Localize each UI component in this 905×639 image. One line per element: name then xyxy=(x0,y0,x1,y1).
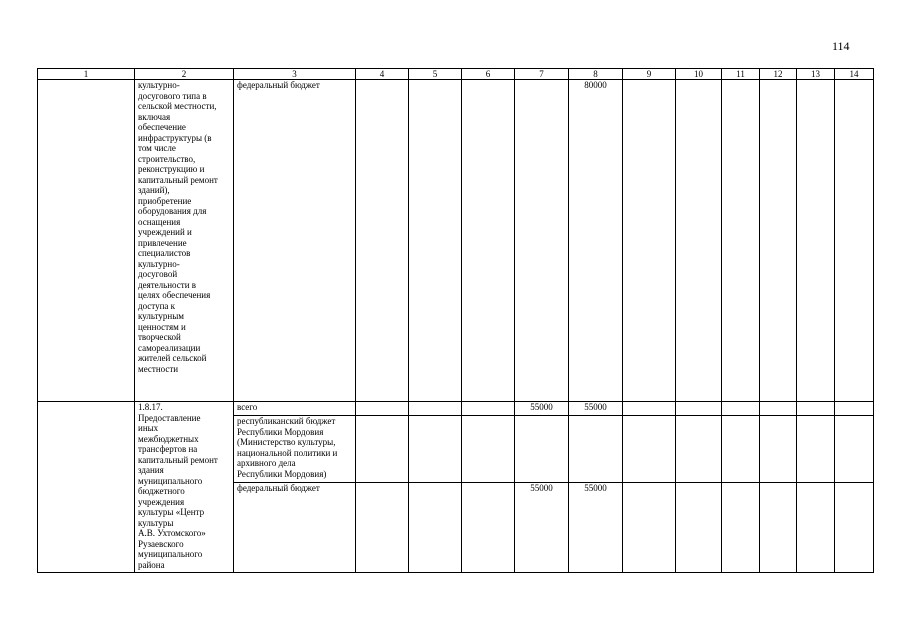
table-cell xyxy=(356,416,409,483)
table-cell xyxy=(760,483,797,573)
header-col-11: 11 xyxy=(722,69,760,80)
header-col-9: 9 xyxy=(623,69,676,80)
amount-cell: 55000 xyxy=(515,402,569,416)
table-cell xyxy=(676,483,722,573)
table-cell xyxy=(676,402,722,416)
header-col-12: 12 xyxy=(760,69,797,80)
funding-source-cell: республиканский бюджет Республики Мордовия (Министерство культуры, национальной политики и архивного дела Республики Мордовия) xyxy=(234,416,356,483)
table-cell xyxy=(409,402,462,416)
table-cell xyxy=(409,416,462,483)
funding-source-cell: федеральный бюджет xyxy=(234,483,356,573)
table-cell xyxy=(722,402,760,416)
table-cell xyxy=(462,416,515,483)
table-row xyxy=(38,80,874,402)
table-cell xyxy=(835,80,874,402)
table-row xyxy=(38,402,874,416)
table-cell xyxy=(515,80,569,402)
header-col-3: 3 xyxy=(234,69,356,80)
table-cell xyxy=(623,483,676,573)
header-col-1: 1 xyxy=(38,69,135,80)
amount-cell xyxy=(569,416,623,483)
header-col-5: 5 xyxy=(409,69,462,80)
measure-description-cell: 1.8.17. Предоставление иных межбюджетных трансфертов на капитальный ремонт здания муниципального бюджетного учреждения культуры «Центр культуры А.В. Ухтомского» Рузаевского муниципального района xyxy=(135,402,234,573)
header-row xyxy=(38,69,874,80)
page-number: 114 xyxy=(832,39,850,53)
amount-cell: 55000 xyxy=(569,402,623,416)
header-col-7: 7 xyxy=(515,69,569,80)
header-col-13: 13 xyxy=(797,69,835,80)
table-cell xyxy=(623,416,676,483)
table-cell xyxy=(38,80,135,402)
table-cell xyxy=(835,483,874,573)
table-cell xyxy=(835,402,874,416)
table-cell xyxy=(797,80,835,402)
table-cell xyxy=(722,80,760,402)
table-cell xyxy=(409,483,462,573)
budget-table xyxy=(37,68,874,573)
amount-cell: 80000 xyxy=(569,80,623,402)
measure-description-cell: культурно- досугового типа в сельской местности, включая обеспечение инфраструктуры (в том числе строительство, реконструкцию и капитальный ремонт зданий), приобретение оборудования для оснащения учреждений и привлечение специалистов культурно- досуговой деятельности в целях обеспечения доступа к культурным ценностям и творческой самореализации жителей сельской местности xyxy=(135,80,234,402)
table-cell xyxy=(722,416,760,483)
table-cell xyxy=(835,416,874,483)
table-cell xyxy=(797,416,835,483)
table-cell xyxy=(356,80,409,402)
table-cell xyxy=(797,402,835,416)
table-cell xyxy=(676,416,722,483)
funding-source-cell: федеральный бюджет xyxy=(234,80,356,402)
table-cell xyxy=(623,402,676,416)
table-cell xyxy=(462,483,515,573)
header-col-2: 2 xyxy=(135,69,234,80)
table-cell xyxy=(722,483,760,573)
table-cell xyxy=(760,416,797,483)
table-cell xyxy=(356,402,409,416)
header-col-14: 14 xyxy=(835,69,874,80)
amount-cell: 55000 xyxy=(569,483,623,573)
amount-cell xyxy=(515,416,569,483)
table-cell xyxy=(38,402,135,573)
table-cell xyxy=(760,80,797,402)
table-cell xyxy=(356,483,409,573)
table-cell xyxy=(462,80,515,402)
table-cell xyxy=(462,402,515,416)
table-cell xyxy=(409,80,462,402)
header-col-4: 4 xyxy=(356,69,409,80)
table-cell xyxy=(623,80,676,402)
funding-source-cell: всего xyxy=(234,402,356,416)
header-col-6: 6 xyxy=(462,69,515,80)
header-col-8: 8 xyxy=(569,69,623,80)
table-cell xyxy=(797,483,835,573)
header-col-10: 10 xyxy=(676,69,722,80)
table-cell xyxy=(760,402,797,416)
amount-cell: 55000 xyxy=(515,483,569,573)
table-cell xyxy=(676,80,722,402)
